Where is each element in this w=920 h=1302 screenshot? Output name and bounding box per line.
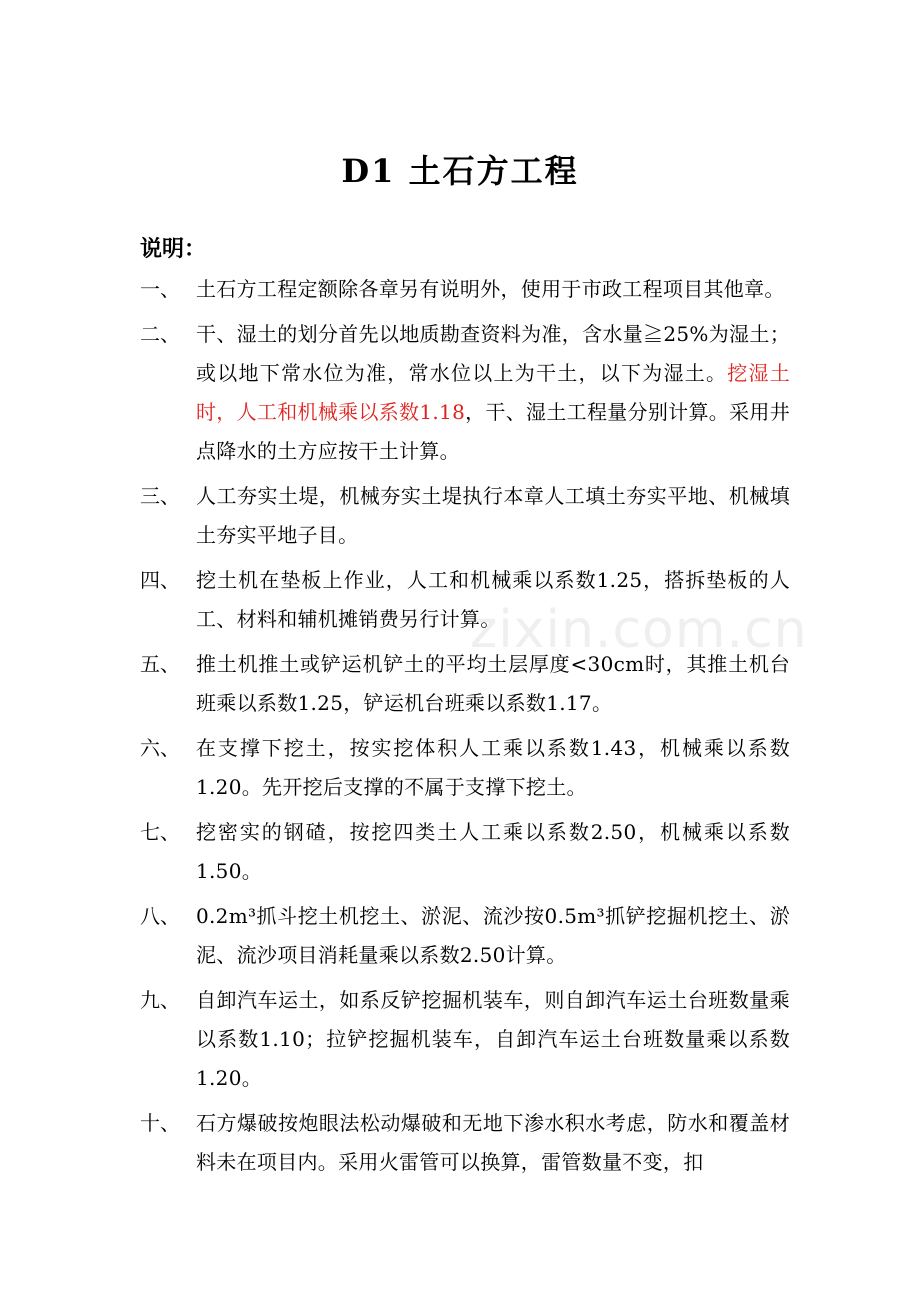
list-item <box>140 813 790 891</box>
list-item <box>140 897 790 975</box>
item-text <box>196 315 790 471</box>
item-number: 五、 <box>140 652 180 676</box>
item-number: 九、 <box>140 988 180 1012</box>
watermark: zixin.com.cn <box>470 600 808 660</box>
item-number: 八、 <box>140 904 180 928</box>
item-text: 石方爆破按炮眼法松动爆破和无地下渗水积水考虑，防水和覆盖材料未在项目内。采用火雷管可以换算，雷管数量不变，扣 <box>196 1111 790 1174</box>
item-text: 自卸汽车运土，如系反铲挖掘机装车，则自卸汽车运土台班数量乘以系数1.10；拉铲挖掘机装车，自卸汽车运土台班数量乘以系数1.20。 <box>196 988 790 1090</box>
item-number: 一、 <box>140 277 180 301</box>
list-item <box>140 1104 790 1182</box>
item-text: 土石方工程定额除各章另有说明外，使用于市政工程项目其他章。 <box>196 277 785 301</box>
list-item <box>140 981 790 1098</box>
item-text: 人工夯实土堤，机械夯实土堤执行本章人工填土夯实平地、机械填土夯实平地子目。 <box>196 484 790 547</box>
highlighted-text: 挖湿土时，人工和机械乘以系数1.18 <box>196 361 790 424</box>
list-item <box>140 561 790 639</box>
item-text-part: 干、湿土的划分首先以地质勘查资料为准，含水量≧25%为湿土；或以地下常水位为准，常水位以上为干土，以下为湿土。 <box>196 322 790 385</box>
list-item <box>140 477 790 555</box>
item-text: 挖密实的钢碴，按挖四类土人工乘以系数2.50，机械乘以系数1.50。 <box>196 820 790 883</box>
list-item <box>140 645 790 723</box>
item-text: 挖土机在垫板上作业，人工和机械乘以系数1.25，搭拆垫板的人工、材料和辅机摊销费另行计算。 <box>196 568 790 631</box>
list-item <box>140 729 790 807</box>
section-heading: 说明： <box>140 237 207 262</box>
item-number: 十、 <box>140 1111 180 1135</box>
item-number: 三、 <box>140 484 180 508</box>
page-title: D1 土石方工程 <box>341 152 579 190</box>
item-text: 推土机推土或铲运机铲土的平均土层厚度<30cm时，其推土机台班乘以系数1.25，铲运机台班乘以系数1.17。 <box>196 652 790 715</box>
item-number: 二、 <box>140 322 180 346</box>
item-text: 0.2m³抓斗挖土机挖土、淤泥、流沙按0.5m³抓铲挖掘机挖土、淤泥、流沙项目消耗量乘以系数2.50计算。 <box>196 904 790 967</box>
item-number: 七、 <box>140 820 180 844</box>
item-number: 六、 <box>140 736 180 760</box>
list-item <box>140 270 790 309</box>
item-number: 四、 <box>140 568 180 592</box>
item-text-part: ，干、湿土工程量分别计算。采用井点降水的土方应按干土计算。 <box>196 400 791 463</box>
item-text: 在支撑下挖土，按实挖体积人工乘以系数1.43，机械乘以系数1.20。先开挖后支撑的不属于支撑下挖土。 <box>196 736 790 799</box>
instruction-list <box>140 270 790 1188</box>
list-item <box>140 315 790 471</box>
